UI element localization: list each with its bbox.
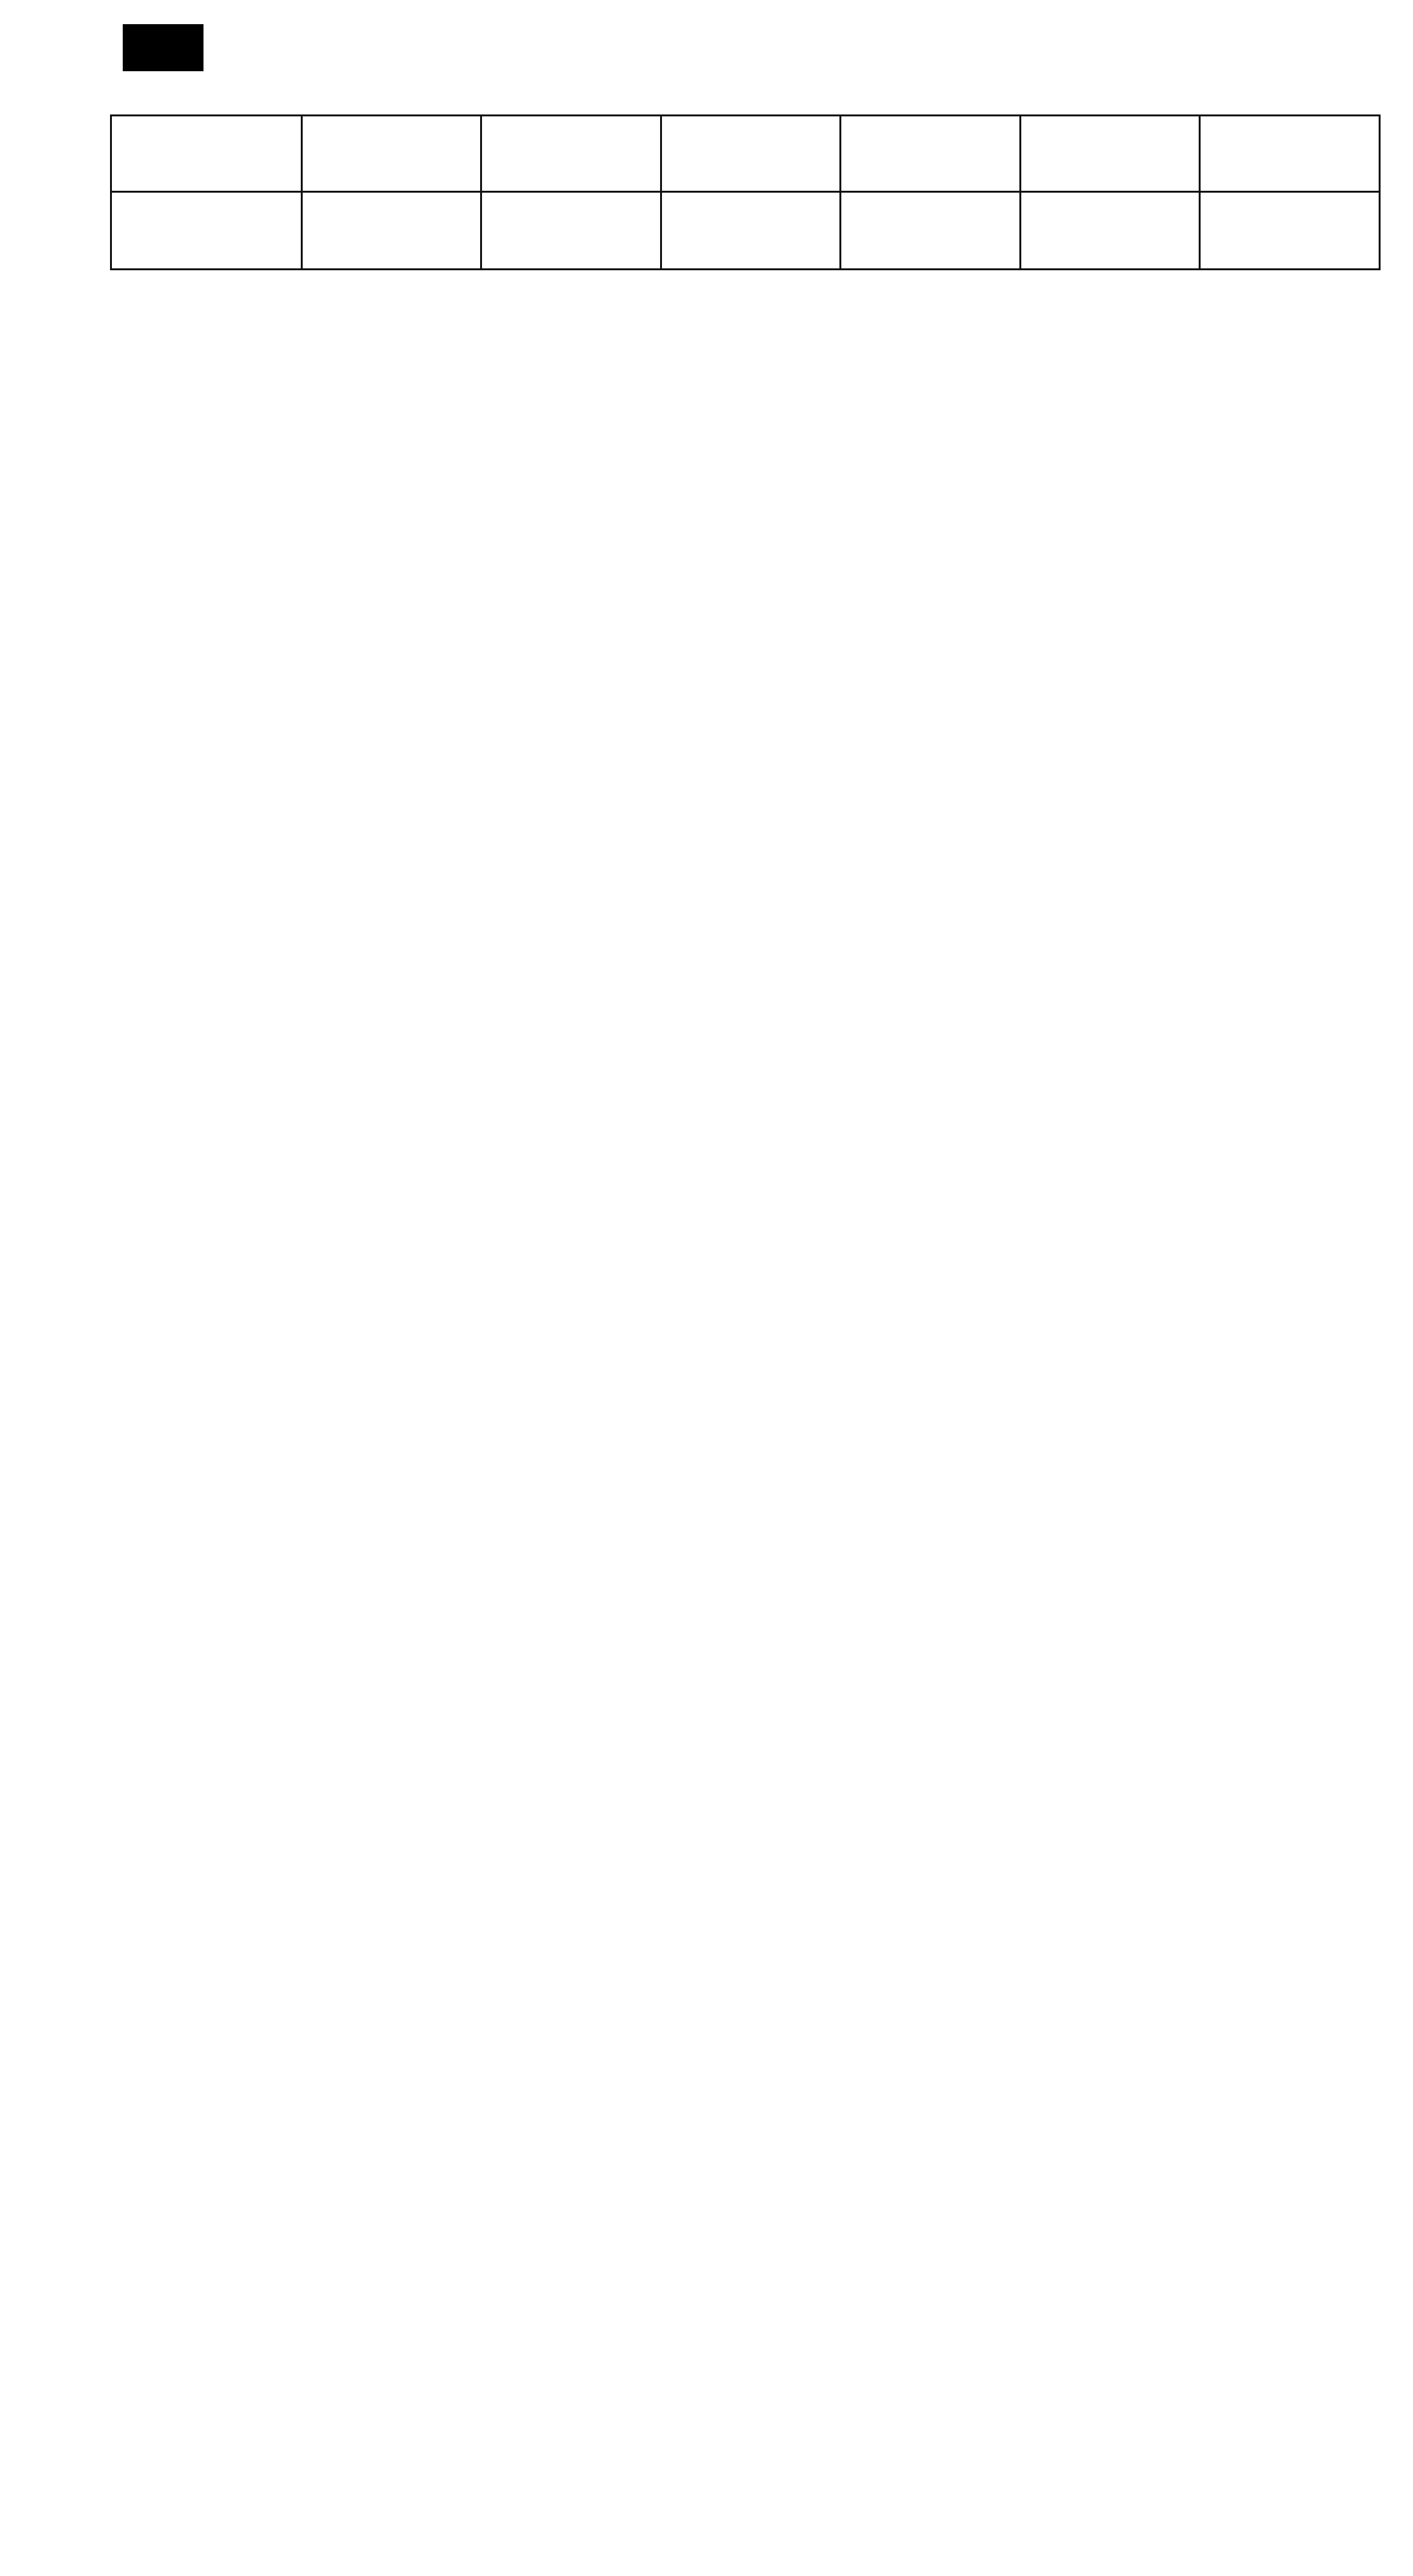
header-cell [111,116,302,192]
solution-table [110,114,1381,270]
place-cell [301,192,481,270]
table-header-row [111,116,1380,192]
place-cell [1200,192,1380,270]
header-cell [481,116,661,192]
place-cell [111,192,302,270]
page-number [123,24,203,71]
header-cell [301,116,481,192]
header-cell [841,116,1021,192]
place-cell [661,192,841,270]
place-cell [1020,192,1200,270]
places-row [111,192,1380,270]
header-cell [1200,116,1380,192]
place-cell [481,192,661,270]
place-cell [841,192,1021,270]
header-cell [661,116,841,192]
header-cell [1020,116,1200,192]
